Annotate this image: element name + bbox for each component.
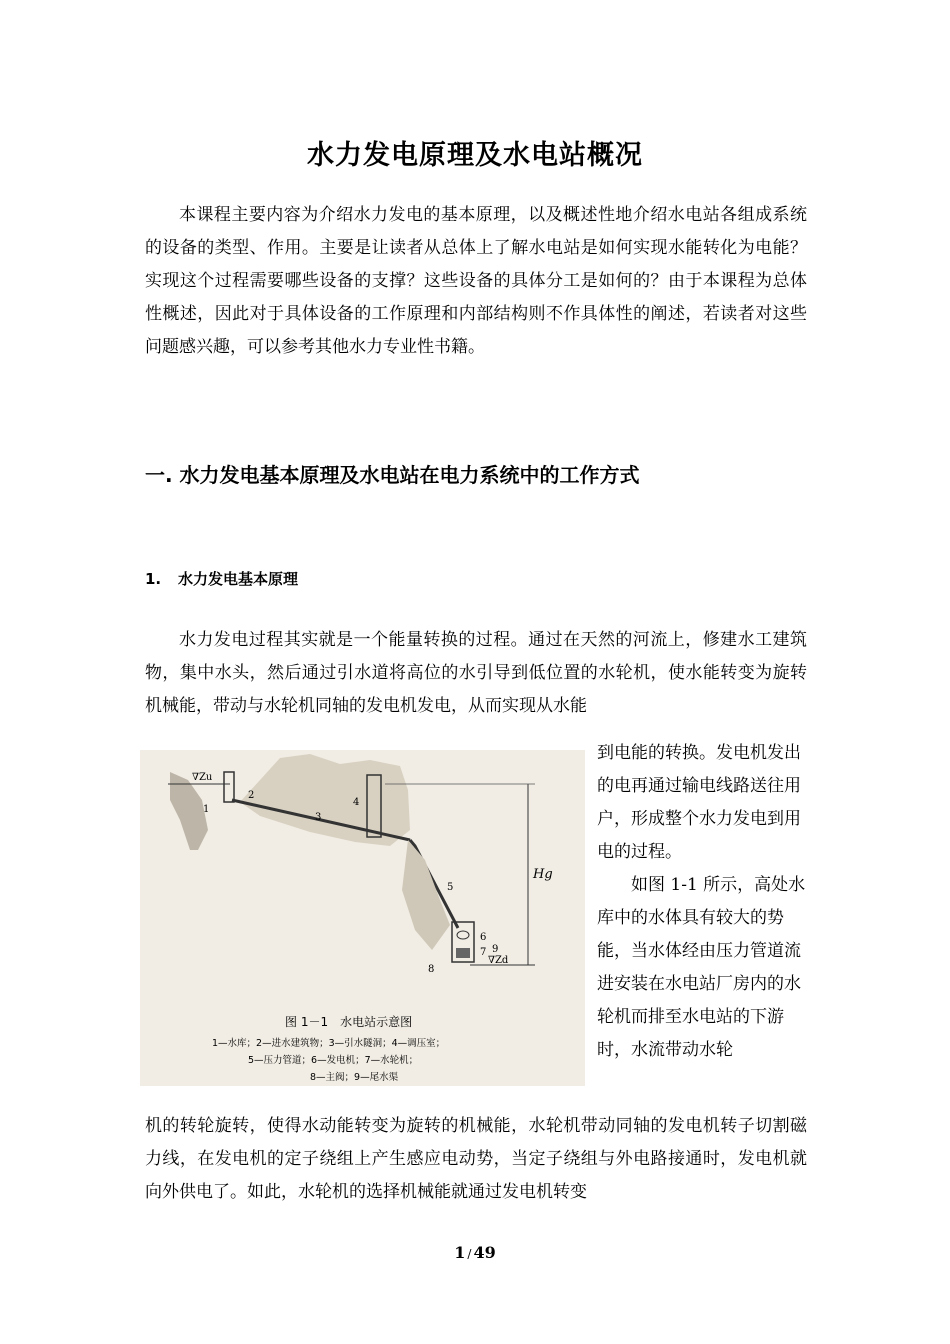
intake-structure: [224, 772, 234, 802]
label-5: 5: [447, 882, 454, 893]
label-9: 9: [492, 944, 499, 955]
label-7: 7: [480, 947, 487, 958]
slope: [402, 840, 450, 950]
hydropower-station-figure: [140, 750, 585, 1086]
subsection-title: 水力发电基本原理: [178, 570, 299, 588]
figure-legend-line2: 5—压力管道；6—发电机；7—水轮机；: [248, 1055, 419, 1066]
figure-caption: 图 1－1 水电站示意图: [285, 1015, 413, 1029]
label-2: 2: [248, 790, 255, 801]
label-4: 4: [353, 797, 360, 808]
page-current: 1: [454, 1243, 466, 1262]
side-text-2: 如图 1-1 所示，高处水库中的水体具有较大的势能，当水体经由压力管道流进安装在水电站厂房内的水轮机而排至水电站的下游时，水流带动水轮: [597, 875, 806, 1060]
generator-shape: [457, 931, 469, 939]
figure-legend-line1: 1—水库；2—进水建筑物；3—引水隧洞；4—调压室；: [212, 1038, 446, 1049]
page-separator: /: [467, 1247, 472, 1261]
turbine-shape: [456, 948, 470, 958]
intro-paragraph: 本课程主要内容为介绍水力发电的基本原理，以及概述性地介绍水电站各组成系统的设备的类型、作用。主要是让读者从总体上了解水电站是如何实现水能转化为电能？实现这个过程需要哪些设备的支撑？这些设备的具体分工是如何的？由于本课程为总体性概述，因此对于具体设备的工作原理和内部结构则不作具体性的阐述，若读者对这些问题感兴趣，可以参考其他水力专业性书籍。: [145, 205, 807, 357]
head-label: Hg: [533, 867, 553, 882]
main-paragraph: 水力发电过程其实就是一个能量转换的过程。通过在天然的河流上，修建水工建筑物，集中水头，然后通过引水道将高位的水引导到低位置的水轮机，使水能转变为旋转机械能，带动与水轮机同轴的发电机发电，从而实现从水能: [145, 630, 807, 716]
section-heading: 一. 水力发电基本原理及水电站在电力系统中的工作方式: [145, 463, 640, 487]
side-text: [597, 737, 807, 1067]
mountain: [240, 754, 410, 846]
figure-legend-line3: 8—主阀；9—尾水渠: [310, 1072, 399, 1083]
figure-diagram: [140, 750, 585, 1086]
subsection-number: 1.: [145, 570, 162, 588]
label-1: 1: [203, 804, 210, 815]
label-3: 3: [315, 812, 322, 823]
upstream-level-label: ∇Zu: [192, 772, 213, 783]
subsection-heading: [145, 568, 298, 589]
tail-paragraph: 机的转轮旋转，使得水动能转变为旋转的机械能，水轮机带动同轴的发电机转子切割磁力线，在发电机的定子绕组上产生感应电动势，当定子绕组与外电路接通时，发电机就向外供电了。如此，水轮机的选择机械能就通过发电机转变: [145, 1116, 807, 1202]
document-title: 水力发电原理及水电站概况: [307, 140, 643, 171]
label-8: 8: [428, 964, 435, 975]
downstream-level-label: ∇Zd: [488, 955, 509, 966]
side-text-1: 到电能的转换。发电机发出的电再通过输电线路送往用户，形成整个水力发电到用电的过程。: [597, 743, 801, 862]
page-total: 49: [473, 1243, 496, 1262]
label-6: 6: [480, 932, 487, 943]
page-number: [0, 1243, 950, 1262]
